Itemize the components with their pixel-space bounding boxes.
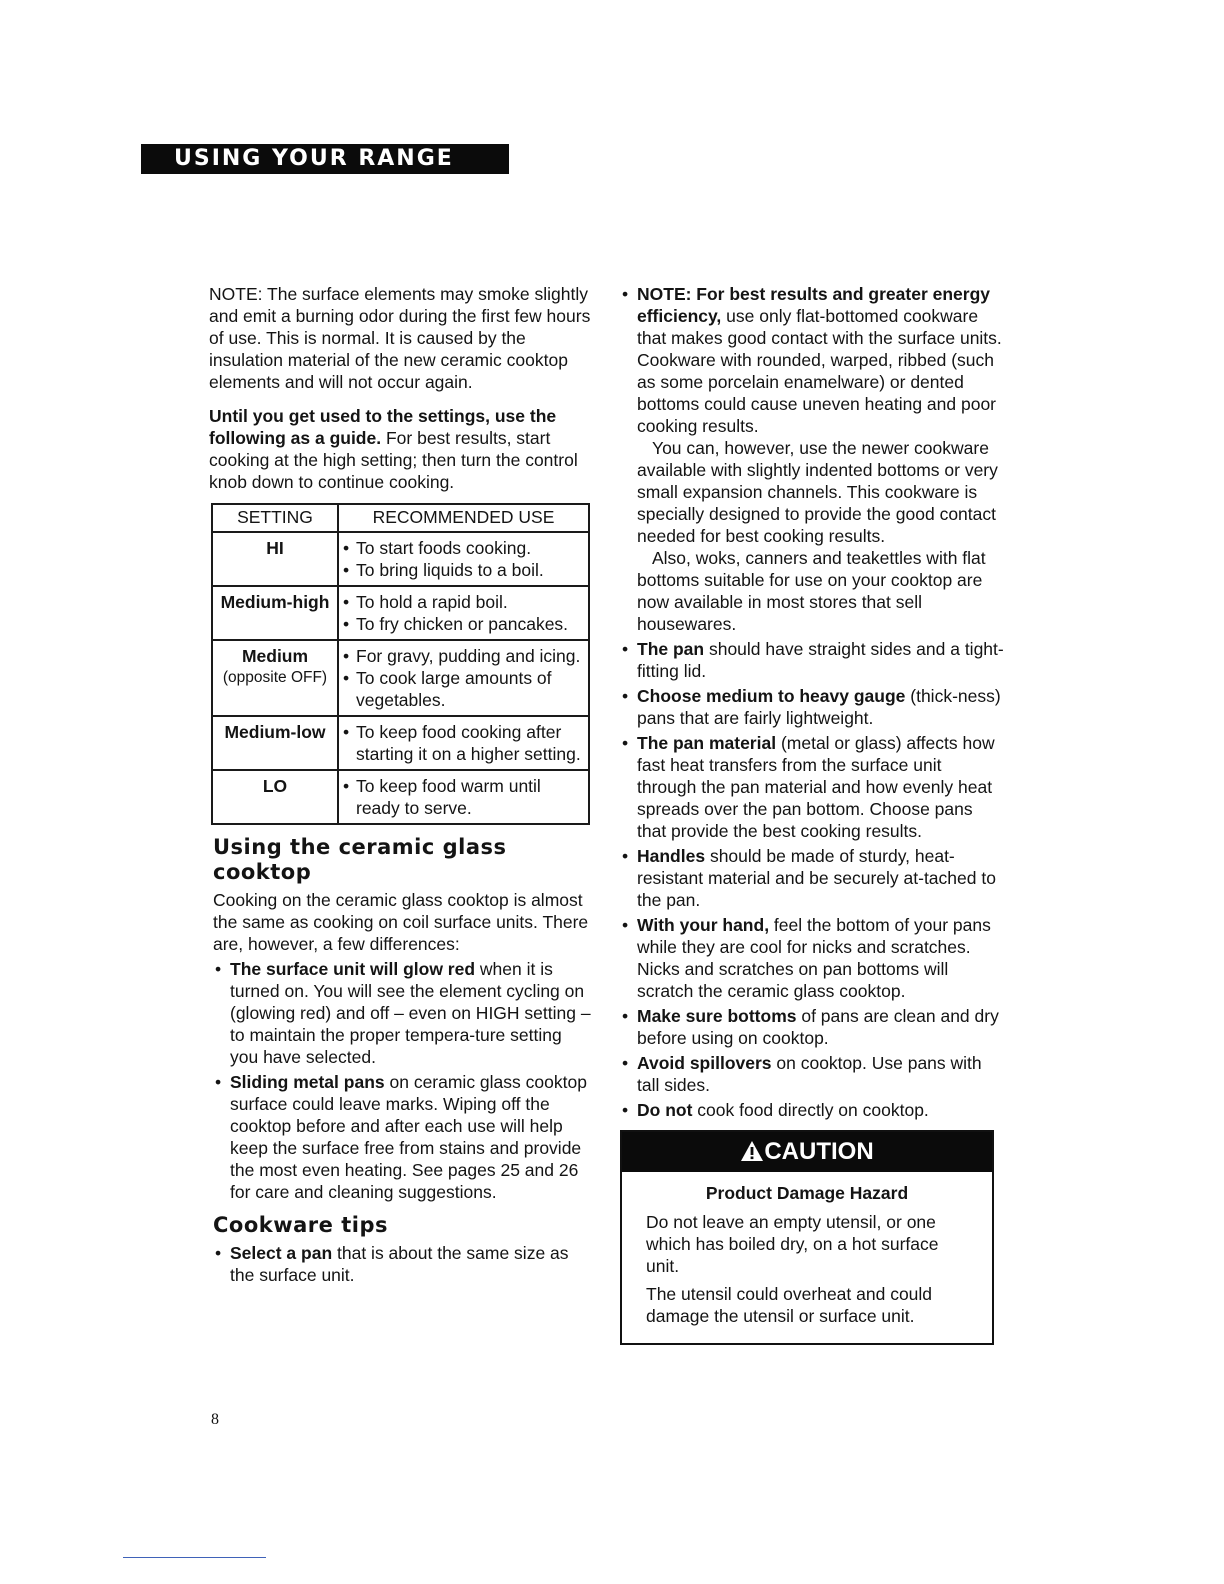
newer-cookware-paragraph: You can, however, use the newer cookware available with slightly indented bottoms or very small expansion channels. This cookware is specially designed to provide the good contact needed for best cooking results. xyxy=(637,438,998,546)
bullet-text: on ceramic glass cooktop surface could leave marks. Wiping off the cooktop before and after each use will help keep the surface free from stains and provide the most even heating. See pages 25 and 26 for care and cleaning suggestions. xyxy=(230,1072,587,1202)
setting-name: Medium-high xyxy=(220,592,330,612)
cookware-heading: Cookware tips xyxy=(213,1213,388,1237)
smoke-note: NOTE: The surface elements may smoke slightly and emit a burning odor during the first few hours of use. This is normal. It is caused by the insulation material of the new ceramic cooktop elements and will not occur again. xyxy=(209,284,591,392)
bullet-text: of pans are clean and dry before using on cooktop. xyxy=(637,1006,999,1048)
bullet-bold: Make sure bottoms xyxy=(637,1006,797,1026)
setting-cell xyxy=(212,770,338,824)
table-row xyxy=(212,716,589,770)
page-number: 8 xyxy=(211,1411,219,1428)
bullet-bold: Handles xyxy=(637,846,706,866)
setting-name: Medium xyxy=(241,646,309,666)
list-item xyxy=(620,1005,1005,1049)
list-item xyxy=(620,283,1005,437)
footer-rule xyxy=(123,1557,266,1558)
bullet-bold: Sliding metal pans xyxy=(230,1072,385,1092)
list-item xyxy=(213,958,594,1068)
use-cell xyxy=(338,770,589,824)
bullet-text: should be made of sturdy, heat-resistant material and be securely at-tached to the pan. xyxy=(637,846,996,910)
bullet-bold: With your hand, xyxy=(637,915,770,935)
guide-bold: Until you get used to the settings, use the following as a guide. xyxy=(209,406,557,448)
use-cell xyxy=(338,586,589,640)
setting-subnote: (opposite OFF) xyxy=(222,669,328,686)
list-item xyxy=(620,638,1005,682)
settings-table xyxy=(211,503,590,825)
bullet-bold: The pan material xyxy=(637,733,777,753)
use-item: • To bring liquids to a boil. xyxy=(343,559,584,581)
caution-header xyxy=(622,1132,992,1172)
caution-box xyxy=(620,1130,994,1345)
list-item xyxy=(620,732,1005,842)
list-item xyxy=(620,1099,1005,1121)
use-item: • To fry chicken or pancakes. xyxy=(343,613,584,635)
use-item: • For gravy, pudding and icing. xyxy=(343,645,584,667)
bullet-text: should have straight sides and a tight-fitting lid. xyxy=(637,639,1004,681)
list-item xyxy=(620,845,1005,911)
section-banner: USING YOUR RANGE xyxy=(141,144,509,174)
header-setting: SETTING xyxy=(212,504,338,532)
use-cell xyxy=(338,640,589,716)
list-item xyxy=(620,1052,1005,1096)
bullet-bold: Avoid spillovers xyxy=(637,1053,772,1073)
ceramic-heading: Using the ceramic glass cooktop xyxy=(213,835,507,884)
use-item: • To start foods cooking. xyxy=(343,537,584,559)
bullet-bold: Choose medium to heavy gauge xyxy=(637,686,906,706)
setting-name: LO xyxy=(262,776,288,796)
caution-body xyxy=(622,1211,992,1343)
warning-triangle-icon xyxy=(740,1140,764,1162)
bullet-bold: NOTE: For best results and greater energy efficiency, xyxy=(637,284,991,326)
use-cell xyxy=(338,532,589,586)
use-item: • To hold a rapid boil. xyxy=(343,591,584,613)
use-item: • To keep food cooking after starting it on a higher setting. xyxy=(343,721,584,765)
setting-cell xyxy=(212,532,338,586)
table-row xyxy=(212,586,589,640)
use-cell xyxy=(338,716,589,770)
caution-title: Product Damage Hazard xyxy=(705,1183,909,1203)
table-row xyxy=(212,532,589,586)
bullet-text: cook food directly on cooktop. xyxy=(692,1100,929,1120)
table-row xyxy=(212,770,589,824)
woks-paragraph: Also, woks, canners and teakettles with flat bottoms suitable for use on your cooktop are now available in most stores that sell housewares. xyxy=(637,548,986,634)
caution-label: CAUTION xyxy=(764,1138,874,1165)
use-item: • To cook large amounts of vegetables. xyxy=(343,667,584,711)
bullet-bold: The surface unit will glow red xyxy=(230,959,476,979)
list-item xyxy=(620,685,1005,729)
bullet-text: feel the bottom of your pans while they are cool for nicks and scratches. Nicks and scratches on pan bottoms will scratch the ceramic glass cooktop. xyxy=(637,915,991,1001)
bullet-text: that is about the same size as the surface unit. xyxy=(230,1243,569,1285)
ceramic-intro: Cooking on the ceramic glass cooktop is almost the same as cooking on coil surface units. There are, however, a few differences: xyxy=(213,890,589,954)
guide-text: For best results, start cooking at the high setting; then turn the control knob down to continue cooking. xyxy=(209,428,578,492)
bullet-bold: Select a pan xyxy=(230,1243,333,1263)
caution-paragraph: The utensil could overheat and could damage the utensil or surface unit. xyxy=(646,1284,933,1326)
table-header-row xyxy=(212,504,589,532)
bullet-bold: Do not xyxy=(637,1100,693,1120)
bullet-text: on cooktop. Use pans with tall sides. xyxy=(637,1053,982,1095)
list-item xyxy=(213,1071,594,1203)
bullet-bold: The pan xyxy=(637,639,705,659)
setting-cell xyxy=(212,586,338,640)
bullet-text: (metal or glass) affects how fast heat transfers from the surface unit through the pan material and how evenly heat spreads over the pan bottom. Choose pans that provide the best cooking results. xyxy=(637,733,995,841)
setting-cell xyxy=(212,716,338,770)
setting-name: Medium-low xyxy=(224,722,326,742)
guide-intro xyxy=(209,405,594,493)
right-column xyxy=(620,283,1005,1345)
left-column xyxy=(209,283,594,1286)
caution-paragraph: Do not leave an empty utensil, or one which has boiled dry, on a hot surface unit. xyxy=(646,1212,939,1276)
table-row xyxy=(212,640,589,716)
header-recommended-use: RECOMMENDED USE xyxy=(338,504,589,532)
list-item xyxy=(213,1242,594,1286)
list-item xyxy=(620,914,1005,1002)
setting-name: HI xyxy=(266,538,284,558)
bullet-text: (thick-ness) pans that are fairly lightweight. xyxy=(637,686,1001,728)
setting-cell xyxy=(212,640,338,716)
use-item: • To keep food warm until ready to serve. xyxy=(343,775,584,819)
bullet-text: when it is turned on. You will see the element cycling on (glowing red) and off – even on HIGH setting – to maintain the proper tempera-ture setting you have selected. xyxy=(230,959,591,1067)
bullet-text: use only flat-bottomed cookware that makes good contact with the surface units. Cookware with rounded, warped, ribbed (such as some porcelain enamelware) or dented bottoms could cause uneven heating and poor cooking results. xyxy=(637,306,1002,436)
